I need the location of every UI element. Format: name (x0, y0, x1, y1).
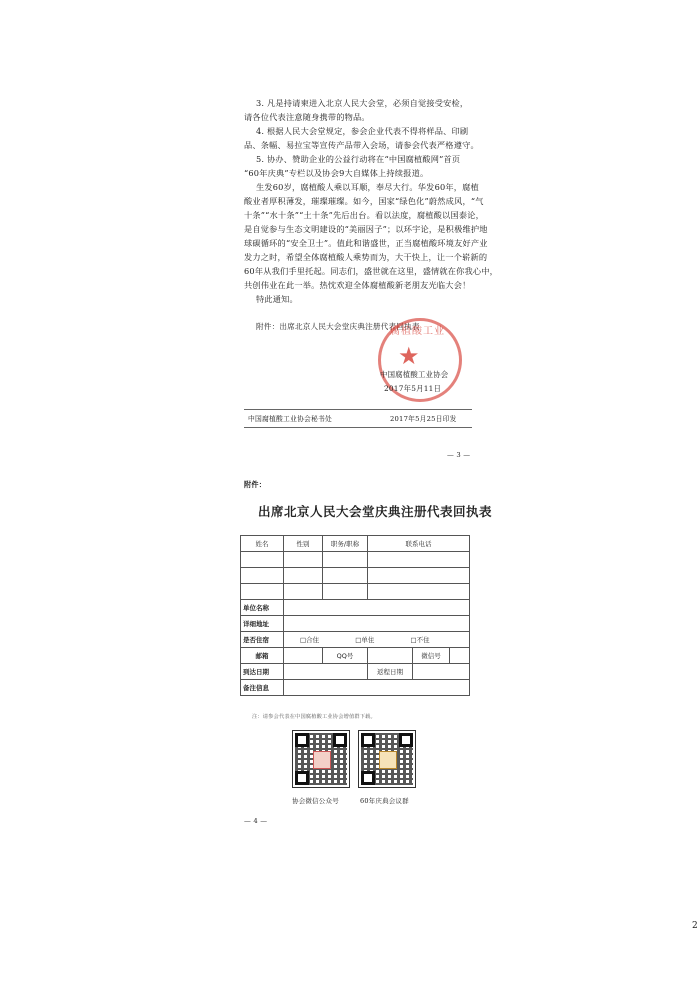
position-cell[interactable] (323, 584, 368, 600)
paragraph-line-4: 品、条幅、易拉宝等宣传产品带入会场，请参会代表严格遵守。 (244, 140, 479, 150)
name-cell[interactable] (241, 568, 284, 584)
qq-label: QQ号 (323, 648, 368, 664)
phone-cell[interactable] (368, 568, 470, 584)
gender-cell[interactable] (284, 568, 323, 584)
paragraph-line-8: 酸业者厚积薄发，璀璨璀璨。如今，国家“绿色化”蔚然成风，“气 (244, 196, 484, 206)
position-cell[interactable] (323, 552, 368, 568)
page-number-3: — 3 — (447, 451, 471, 459)
signature-org: 中国腐植酸工业协会 (380, 370, 449, 379)
footer-rule-top (244, 409, 472, 410)
table-row (241, 584, 470, 600)
return-field[interactable] (413, 664, 470, 680)
company-label: 单位名称 (241, 600, 284, 616)
paragraph-line-13: 60年从我们手里托起。同志们，盛世就在这里，盛情就在你我心中， (244, 266, 499, 276)
corner-mark: 2 (692, 921, 698, 931)
table-header-row (241, 536, 470, 552)
paragraph-line-5: 5. 协办、赞助企业的公益行动将在“中国腐植酸网”首页 (256, 154, 461, 164)
arrival-field[interactable] (284, 664, 368, 680)
paragraph-line-10: 是自觉参与生态文明建设的“美丽因子”；以环宇论，是积极维护地 (244, 224, 488, 234)
paragraph-line-14: 共创伟业在此一举。热忱欢迎全体腐植酸新老朋友光临大会！ (244, 280, 471, 290)
header-gender: 性别 (284, 536, 323, 552)
paragraph-line-7: 生发60岁，腐植酸人乘以耳顺，奉尽大行。华发60年，腐植 (256, 182, 479, 192)
remarks-label: 备注信息 (241, 680, 284, 696)
form-title: 出席北京人民大会堂庆典注册代表回执表 (258, 504, 493, 519)
wechat-label: 微信号 (413, 648, 450, 664)
lodging-shared-checkbox[interactable]: □合住 (300, 636, 320, 644)
attachment-note: 附件：出席北京人民大会堂庆典注册代表回执表 (256, 322, 420, 331)
closing-line: 特此通知。 (256, 294, 298, 304)
dates-row (241, 664, 470, 680)
contact-row (241, 648, 470, 664)
name-cell[interactable] (241, 552, 284, 568)
signature-date: 2017年5月11日 (384, 384, 442, 393)
phone-cell[interactable] (368, 584, 470, 600)
arrival-label: 到达日期 (241, 664, 284, 680)
qr-caption-group: 60年庆典会议群 (360, 797, 409, 805)
footer-print-date: 2017年5月25日印发 (390, 415, 457, 423)
paragraph-line-11: 球碳循环的“安全卫士”。值此和谐盛世，正当腐植酸环境友好产业 (244, 238, 488, 248)
wechat-field[interactable] (450, 648, 470, 664)
page-number-4: — 4 — (244, 817, 268, 825)
lodging-single-checkbox[interactable]: □单住 (355, 636, 375, 644)
email-field[interactable] (284, 648, 323, 664)
lodging-label: 是否住宿 (241, 632, 284, 648)
paragraph-line-12: 发力之时，希望全体腐植酸人乘势而为，大干快上，让一个崭新的 (244, 252, 488, 262)
name-cell[interactable] (241, 584, 284, 600)
attachment-label: 附件： (244, 480, 267, 489)
qq-field[interactable] (368, 648, 413, 664)
footer-issuer: 中国腐植酸工业协会秘书处 (248, 415, 332, 423)
address-label: 详细地址 (241, 616, 284, 632)
lodging-options (284, 632, 470, 648)
paragraph-line-1: 3. 凡是持请柬进入北京人民大会堂，必须自觉接受安检， (256, 98, 469, 108)
remarks-field[interactable] (284, 680, 470, 696)
remarks-row (241, 680, 470, 696)
lodging-none-checkbox[interactable]: □不住 (410, 636, 430, 644)
paragraph-line-9: 十条”“水十条”“土十条”先后出台。看以法度，腐植酸以国泰论， (244, 210, 485, 220)
gender-cell[interactable] (284, 552, 323, 568)
position-cell[interactable] (323, 568, 368, 584)
address-field[interactable] (284, 616, 470, 632)
email-label: 邮箱 (241, 648, 284, 664)
seal-text: 腐植酸工业 (390, 326, 445, 337)
paragraph-line-3: 4. 根据人民大会堂规定，参会企业代表不得将样品、印刷 (256, 126, 469, 136)
meeting-group-qr-icon (358, 730, 416, 788)
phone-cell[interactable] (368, 552, 470, 568)
header-name: 姓名 (241, 536, 284, 552)
paragraph-line-6: “60年庆典”专栏以及协会9大自媒体上持续报道。 (244, 168, 429, 178)
table-note: 注：请参会代表在中国腐植酸工业协会增值群下载。 (252, 714, 376, 720)
header-phone: 联系电话 (368, 536, 470, 552)
table-row (241, 568, 470, 584)
lodging-row (241, 632, 470, 648)
footer-rule-bottom (244, 427, 472, 428)
gender-cell[interactable] (284, 584, 323, 600)
header-position: 职务/职称 (323, 536, 368, 552)
paragraph-line-2: 请各位代表注意随身携带的物品。 (244, 112, 370, 122)
company-row (241, 600, 470, 616)
address-row (241, 616, 470, 632)
return-label: 返程日期 (368, 664, 413, 680)
wechat-account-qr-icon (292, 730, 350, 788)
company-field[interactable] (284, 600, 470, 616)
seal-star-icon: ★ (398, 342, 420, 370)
qr-caption-wechat: 协会微信公众号 (292, 797, 339, 805)
table-row (241, 552, 470, 568)
registration-table (240, 535, 470, 696)
